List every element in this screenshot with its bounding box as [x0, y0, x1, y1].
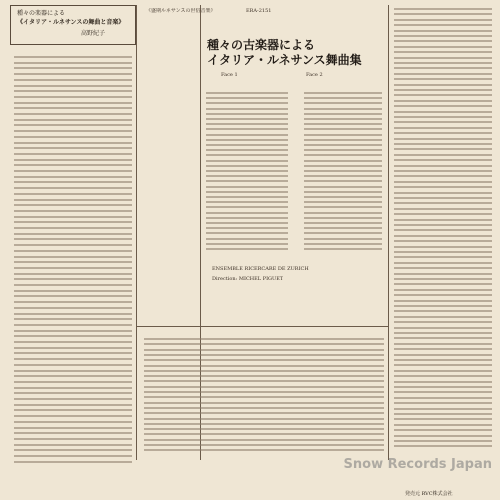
body-text-line	[144, 433, 384, 435]
body-text-line	[206, 217, 288, 219]
body-text-line	[14, 56, 132, 58]
body-text-line	[394, 424, 492, 426]
body-text-line	[14, 370, 132, 372]
body-text-line	[394, 46, 492, 48]
body-text-line	[14, 335, 132, 337]
body-text-line	[144, 418, 384, 420]
body-text-line	[394, 67, 492, 69]
body-text-line	[394, 62, 492, 64]
body-text-line	[394, 273, 492, 275]
body-text-line	[394, 381, 492, 383]
body-text-line	[394, 316, 492, 318]
body-text-line	[304, 201, 382, 203]
body-text-line	[394, 327, 492, 329]
main-title-line-2: イタリア・ルネサンス舞曲集	[207, 53, 362, 67]
body-text-line	[144, 343, 384, 345]
body-text-line	[394, 370, 492, 372]
body-text-line	[206, 191, 288, 193]
body-text-line	[14, 221, 132, 223]
body-text-line	[394, 235, 492, 237]
divider-center-right	[388, 5, 389, 460]
body-text-line	[206, 108, 288, 110]
body-text-line	[144, 449, 384, 451]
body-text-line	[394, 105, 492, 107]
body-text-line	[304, 238, 382, 240]
body-text-line	[304, 222, 382, 224]
body-text-line	[14, 102, 132, 104]
body-text-line	[394, 121, 492, 123]
body-text-line	[206, 170, 288, 172]
body-text-line	[14, 347, 132, 349]
body-text-line	[206, 144, 288, 146]
body-text-line	[304, 196, 382, 198]
body-text-line	[394, 181, 492, 183]
body-text-line	[394, 186, 492, 188]
body-text-line	[14, 427, 132, 429]
body-text-line	[206, 118, 288, 120]
body-text-line	[394, 73, 492, 75]
body-text-line	[14, 204, 132, 206]
body-text-line	[14, 278, 132, 280]
body-text-line	[14, 432, 132, 434]
body-text-line	[14, 107, 132, 109]
body-text-line	[394, 332, 492, 334]
body-text-line	[14, 181, 132, 183]
body-text-line	[14, 307, 132, 309]
body-text-line	[14, 90, 132, 92]
body-text-line	[206, 248, 288, 250]
body-text-line	[14, 381, 132, 383]
body-text-line	[14, 227, 132, 229]
body-text-line	[144, 370, 384, 372]
body-text-line	[144, 428, 384, 430]
body-text-line	[14, 147, 132, 149]
body-text-line	[304, 123, 382, 125]
body-text-line	[394, 435, 492, 437]
body-text-line	[206, 206, 288, 208]
body-text-line	[394, 192, 492, 194]
body-text-line	[206, 201, 288, 203]
body-text-line	[14, 142, 132, 144]
body-text-line	[14, 387, 132, 389]
divider-lower	[136, 326, 389, 327]
body-text-line	[14, 170, 132, 172]
body-text-line	[14, 261, 132, 263]
body-text-line	[394, 310, 492, 312]
body-text-line	[394, 375, 492, 377]
body-text-line	[304, 128, 382, 130]
body-text-line	[14, 159, 132, 161]
body-text-line	[14, 398, 132, 400]
body-text-line	[394, 354, 492, 356]
body-text-line	[14, 301, 132, 303]
body-text-line	[394, 224, 492, 226]
body-text-line	[394, 240, 492, 242]
body-text-line	[14, 438, 132, 440]
body-text-line	[14, 216, 132, 218]
body-text-line	[206, 102, 288, 104]
body-text-line	[304, 113, 382, 115]
body-text-line	[394, 359, 492, 361]
body-text-line	[206, 196, 288, 198]
body-text-line	[394, 386, 492, 388]
body-text-line	[14, 409, 132, 411]
body-text-line	[144, 402, 384, 404]
body-text-line	[394, 143, 492, 145]
body-text-line	[394, 391, 492, 393]
body-text-line	[144, 439, 384, 441]
body-text-line	[206, 243, 288, 245]
body-text-line	[206, 123, 288, 125]
body-text-line	[14, 62, 132, 64]
body-text-line	[14, 176, 132, 178]
body-text-line	[304, 165, 382, 167]
body-text-line	[14, 267, 132, 269]
body-text-line	[394, 8, 492, 10]
body-text-line	[394, 251, 492, 253]
left-title-box	[10, 5, 136, 45]
body-text-line	[14, 358, 132, 360]
body-text-line	[144, 365, 384, 367]
body-text-line	[206, 232, 288, 234]
body-text-line	[14, 461, 132, 463]
body-text-line	[14, 193, 132, 195]
body-text-line	[304, 160, 382, 162]
body-text-line	[304, 248, 382, 250]
left-title-line-1: 種々の楽器による	[17, 10, 66, 17]
body-text-line	[14, 404, 132, 406]
body-text-line	[304, 102, 382, 104]
body-text-line	[394, 321, 492, 323]
body-text-line	[14, 250, 132, 252]
body-text-line	[304, 144, 382, 146]
body-text-line	[304, 175, 382, 177]
body-text-line	[394, 300, 492, 302]
body-text-line	[144, 338, 384, 340]
body-text-line	[14, 136, 132, 138]
body-text-line	[304, 149, 382, 151]
body-text-line	[206, 134, 288, 136]
left-author: 高野紀子	[81, 30, 106, 37]
body-text-line	[206, 92, 288, 94]
body-text-line	[394, 397, 492, 399]
body-text-line	[14, 449, 132, 451]
body-text-line	[14, 290, 132, 292]
body-text-line	[394, 202, 492, 204]
body-text-line	[394, 84, 492, 86]
body-text-line	[14, 96, 132, 98]
watermark: Snow Records Japan	[343, 457, 492, 472]
body-text-line	[394, 116, 492, 118]
body-text-line	[394, 413, 492, 415]
body-text-line	[14, 455, 132, 457]
body-text-line	[304, 206, 382, 208]
body-text-line	[394, 408, 492, 410]
body-text-line	[14, 415, 132, 417]
main-title-line-1: 種々の古楽器による	[207, 38, 316, 52]
body-text-line	[304, 186, 382, 188]
body-text-line	[394, 170, 492, 172]
body-text-line	[14, 352, 132, 354]
body-text-line	[206, 175, 288, 177]
body-text-line	[394, 165, 492, 167]
body-text-line	[14, 113, 132, 115]
body-text-line	[14, 130, 132, 132]
body-text-line	[394, 24, 492, 26]
body-text-line	[304, 243, 382, 245]
body-text-line	[14, 233, 132, 235]
body-text-line	[144, 423, 384, 425]
body-text-line	[206, 149, 288, 151]
body-text-line	[394, 343, 492, 345]
body-text-line	[394, 148, 492, 150]
body-text-line	[206, 212, 288, 214]
body-text-line	[304, 170, 382, 172]
body-text-line	[206, 165, 288, 167]
series-line: 《盛期ルネサンスの世俗音楽》	[146, 8, 216, 14]
body-text-line	[394, 100, 492, 102]
body-text-line	[304, 108, 382, 110]
body-text-line	[304, 118, 382, 120]
body-text-line	[206, 238, 288, 240]
body-text-line	[304, 154, 382, 156]
body-text-line	[304, 232, 382, 234]
body-text-line	[206, 222, 288, 224]
body-text-line	[394, 138, 492, 140]
body-text-line	[206, 227, 288, 229]
body-text-line	[394, 94, 492, 96]
body-text-line	[144, 375, 384, 377]
body-text-line	[14, 73, 132, 75]
body-text-line	[304, 212, 382, 214]
body-text-line	[14, 392, 132, 394]
main-title	[207, 38, 377, 68]
body-text-line	[144, 349, 384, 351]
body-text-line	[14, 341, 132, 343]
body-text-line	[14, 210, 132, 212]
body-text-line	[394, 197, 492, 199]
body-text-line	[206, 186, 288, 188]
catalog-number: ERA-2151	[246, 8, 272, 14]
body-text-line	[394, 364, 492, 366]
body-text-line	[394, 429, 492, 431]
director-line: Direction: MICHEL PIGUET	[212, 276, 284, 282]
body-text-line	[206, 97, 288, 99]
body-text-line	[14, 67, 132, 69]
body-text-line	[394, 19, 492, 21]
body-text-line	[394, 213, 492, 215]
body-text-line	[206, 139, 288, 141]
body-text-line	[14, 364, 132, 366]
body-text-line	[14, 153, 132, 155]
body-text-line	[304, 97, 382, 99]
body-text-line	[206, 180, 288, 182]
distributor-label: 発売元 RVC株式会社	[405, 491, 453, 497]
body-text-line	[144, 407, 384, 409]
body-text-line	[394, 40, 492, 42]
body-text-line	[304, 227, 382, 229]
body-text-line	[394, 51, 492, 53]
body-text-line	[394, 57, 492, 59]
body-text-line	[394, 159, 492, 161]
body-text-line	[394, 229, 492, 231]
body-text-line	[206, 160, 288, 162]
body-text-line	[394, 283, 492, 285]
body-text-line	[144, 386, 384, 388]
body-text-line	[144, 359, 384, 361]
body-text-line	[394, 127, 492, 129]
body-text-line	[394, 30, 492, 32]
body-text-line	[304, 139, 382, 141]
body-text-line	[394, 89, 492, 91]
body-text-line	[394, 35, 492, 37]
body-text-line	[14, 375, 132, 377]
body-text-line	[394, 289, 492, 291]
ensemble-name: ENSEMBLE RICERCARE DE ZURICH	[212, 266, 309, 272]
body-text-line	[394, 348, 492, 350]
body-text-line	[14, 318, 132, 320]
body-text-line	[394, 418, 492, 420]
body-text-line	[206, 113, 288, 115]
body-text-line	[394, 256, 492, 258]
body-text-line	[14, 421, 132, 423]
body-text-line	[304, 191, 382, 193]
body-text-line	[304, 180, 382, 182]
body-text-line	[144, 396, 384, 398]
body-text-line	[394, 132, 492, 134]
body-text-line	[144, 380, 384, 382]
body-text-line	[14, 284, 132, 286]
body-text-line	[14, 330, 132, 332]
body-text-line	[394, 13, 492, 15]
body-text-line	[394, 219, 492, 221]
body-text-line	[394, 154, 492, 156]
body-text-line	[14, 164, 132, 166]
divider-left	[136, 5, 137, 460]
body-text-line	[394, 294, 492, 296]
body-text-line	[14, 313, 132, 315]
body-text-line	[394, 305, 492, 307]
body-text-line	[14, 324, 132, 326]
body-text-line	[206, 128, 288, 130]
body-text-line	[206, 154, 288, 156]
body-text-line	[394, 278, 492, 280]
body-text-line	[14, 444, 132, 446]
body-text-line	[304, 217, 382, 219]
side-two-label: Face 2	[306, 72, 323, 78]
body-text-line	[144, 412, 384, 414]
body-text-line	[14, 256, 132, 258]
body-text-line	[304, 92, 382, 94]
body-text-line	[14, 79, 132, 81]
body-text-line	[394, 262, 492, 264]
body-text-line	[14, 85, 132, 87]
body-text-line	[14, 119, 132, 121]
body-text-line	[144, 444, 384, 446]
side-one-label: Face 1	[221, 72, 238, 78]
body-text-line	[394, 208, 492, 210]
body-text-line	[394, 445, 492, 447]
body-text-line	[394, 337, 492, 339]
body-text-line	[304, 134, 382, 136]
body-text-line	[394, 175, 492, 177]
body-text-line	[394, 78, 492, 80]
body-text-line	[14, 273, 132, 275]
body-text-line	[14, 187, 132, 189]
body-text-line	[14, 124, 132, 126]
body-text-line	[394, 402, 492, 404]
body-text-line	[14, 199, 132, 201]
body-text-line	[394, 267, 492, 269]
body-text-line	[394, 246, 492, 248]
body-text-line	[394, 440, 492, 442]
body-text-line	[144, 354, 384, 356]
body-text-line	[14, 244, 132, 246]
body-text-line	[14, 295, 132, 297]
body-text-line	[144, 391, 384, 393]
body-text-line	[14, 238, 132, 240]
left-title-line-2: 《イタリア・ルネサンスの舞曲と音楽》	[17, 19, 125, 26]
body-text-line	[394, 111, 492, 113]
